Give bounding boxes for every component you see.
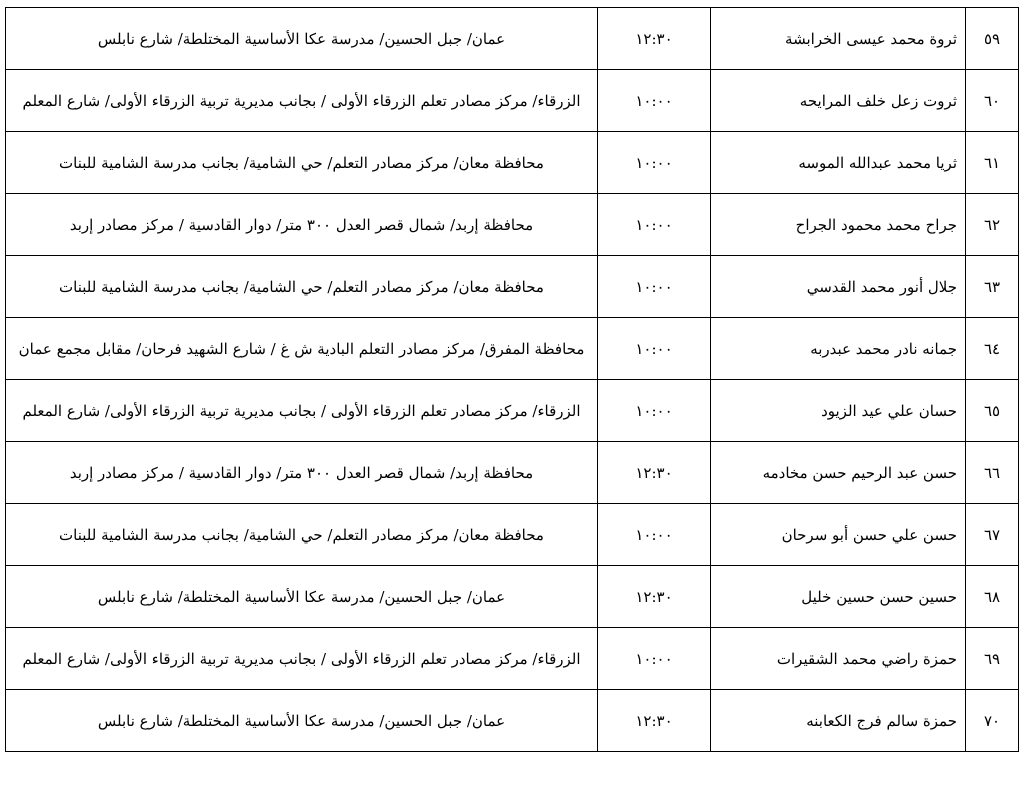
- row-number: ٦٢: [966, 194, 1019, 256]
- exam-time: ١٠:٠٠: [598, 194, 711, 256]
- person-name: حمزة سالم فرج الكعابنه: [711, 690, 966, 752]
- exam-time: ١٢:٣٠: [598, 8, 711, 70]
- exam-time: ١٢:٣٠: [598, 566, 711, 628]
- person-name: حسين حسن حسين خليل: [711, 566, 966, 628]
- table-row: [6, 318, 1019, 380]
- exam-location: الزرقاء/ مركز مصادر تعلم الزرقاء الأولى / بجانب مديرية تربية الزرقاء الأولى/ شارع المعلم: [6, 628, 598, 690]
- person-name: ثروة محمد عيسى الخرابشة: [711, 8, 966, 70]
- exam-time: ١٠:٠٠: [598, 380, 711, 442]
- row-number: ٦٥: [966, 380, 1019, 442]
- exam-location: محافظة المفرق/ مركز مصادر التعلم البادية ش غ / شارع الشهيد فرحان/ مقابل مجمع عمان: [6, 318, 598, 380]
- table-body: [6, 8, 1019, 752]
- table-row: [6, 380, 1019, 442]
- person-name: جراح محمد محمود الجراح: [711, 194, 966, 256]
- exam-location: محافظة معان/ مركز مصادر التعلم/ حي الشامية/ بجانب مدرسة الشامية للبنات: [6, 132, 598, 194]
- table-row: [6, 132, 1019, 194]
- row-number: ٦٦: [966, 442, 1019, 504]
- person-name: جلال أنور محمد القدسي: [711, 256, 966, 318]
- exam-location: محافظة معان/ مركز مصادر التعلم/ حي الشامية/ بجانب مدرسة الشامية للبنات: [6, 256, 598, 318]
- exam-time: ١٠:٠٠: [598, 132, 711, 194]
- person-name: ثريا محمد عبدالله الموسه: [711, 132, 966, 194]
- exam-location: محافظة إربد/ شمال قصر العدل ٣٠٠ متر/ دوار القادسية / مركز مصادر إربد: [6, 194, 598, 256]
- person-name: حسان علي عيد الزيود: [711, 380, 966, 442]
- row-number: ٦٠: [966, 70, 1019, 132]
- row-number: ٦٤: [966, 318, 1019, 380]
- row-number: ٦٧: [966, 504, 1019, 566]
- exam-location: عمان/ جبل الحسين/ مدرسة عكا الأساسية المختلطة/ شارع نابلس: [6, 8, 598, 70]
- table-row: [6, 628, 1019, 690]
- exam-schedule-table: [5, 7, 1019, 752]
- table-row: [6, 690, 1019, 752]
- exam-location: عمان/ جبل الحسين/ مدرسة عكا الأساسية المختلطة/ شارع نابلس: [6, 690, 598, 752]
- table-row: [6, 256, 1019, 318]
- table-row: [6, 504, 1019, 566]
- exam-time: ١٠:٠٠: [598, 70, 711, 132]
- exam-time: ١٠:٠٠: [598, 628, 711, 690]
- table-row: [6, 194, 1019, 256]
- exam-time: ١٠:٠٠: [598, 504, 711, 566]
- exam-time: ١٢:٣٠: [598, 442, 711, 504]
- row-number: ٦٩: [966, 628, 1019, 690]
- person-name: حمزة راضي محمد الشقيرات: [711, 628, 966, 690]
- row-number: ٦١: [966, 132, 1019, 194]
- exam-time: ١٠:٠٠: [598, 256, 711, 318]
- exam-location: محافظة إربد/ شمال قصر العدل ٣٠٠ متر/ دوار القادسية / مركز مصادر إربد: [6, 442, 598, 504]
- person-name: حسن علي حسن أبو سرحان: [711, 504, 966, 566]
- exam-location: الزرقاء/ مركز مصادر تعلم الزرقاء الأولى / بجانب مديرية تربية الزرقاء الأولى/ شارع المعلم: [6, 70, 598, 132]
- row-number: ٥٩: [966, 8, 1019, 70]
- person-name: ثروت زعل خلف المرايحه: [711, 70, 966, 132]
- exam-location: عمان/ جبل الحسين/ مدرسة عكا الأساسية المختلطة/ شارع نابلس: [6, 566, 598, 628]
- person-name: جمانه نادر محمد عبدربه: [711, 318, 966, 380]
- table-row: [6, 442, 1019, 504]
- exam-time: ١٢:٣٠: [598, 690, 711, 752]
- row-number: ٦٨: [966, 566, 1019, 628]
- table-row: [6, 8, 1019, 70]
- exam-location: الزرقاء/ مركز مصادر تعلم الزرقاء الأولى / بجانب مديرية تربية الزرقاء الأولى/ شارع المعلم: [6, 380, 598, 442]
- exam-time: ١٠:٠٠: [598, 318, 711, 380]
- table-row: [6, 566, 1019, 628]
- exam-location: محافظة معان/ مركز مصادر التعلم/ حي الشامية/ بجانب مدرسة الشامية للبنات: [6, 504, 598, 566]
- person-name: حسن عبد الرحيم حسن مخادمه: [711, 442, 966, 504]
- table-row: [6, 70, 1019, 132]
- row-number: ٦٣: [966, 256, 1019, 318]
- row-number: ٧٠: [966, 690, 1019, 752]
